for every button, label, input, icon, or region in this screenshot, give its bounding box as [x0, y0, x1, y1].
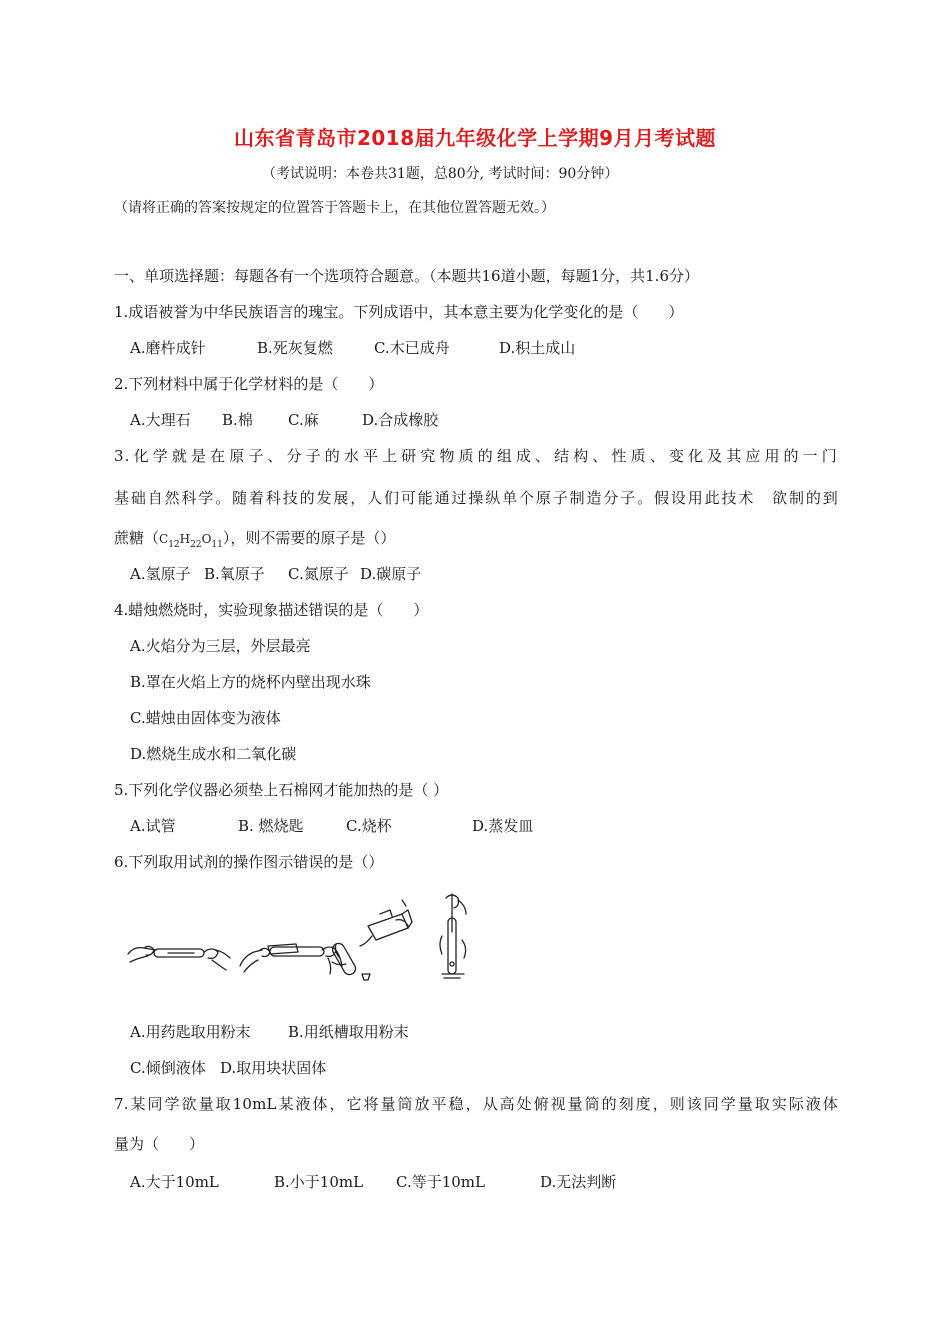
option-d: D.碳原子 [360, 565, 422, 583]
question-1-stem: 1.成语被誉为中华民族语言的瑰宝。下列成语中，其本意主要为化学变化的是（ ） [114, 303, 684, 321]
option-d: D.蒸发皿 [472, 817, 534, 835]
option-b: B.罩在火焰上方的烧杯内壁出现水珠 [130, 673, 371, 691]
option-b: B.棉 [222, 411, 253, 429]
option-d: D.无法判断 [540, 1173, 617, 1191]
option-a: A.用药匙取用粉末 [130, 1023, 251, 1041]
option-d: D.积土成山 [499, 339, 576, 357]
option-b: B. 燃烧匙 [238, 817, 304, 835]
question-7-line-1: 7.某同学欲量取10mL某液体，它将量筒放平稳，从高处俯视量筒的刻度，则该同学量取实际液体 [114, 1095, 838, 1113]
formula-c: C [159, 532, 169, 546]
option-d: D.燃烧生成水和二氧化碳 [130, 745, 297, 763]
option-a: A.火焰分为三层，外层最亮 [130, 637, 311, 655]
option-c: C.烧杯 [346, 817, 392, 835]
formula-o: O [201, 532, 212, 546]
option-c: C.等于10mL [396, 1173, 485, 1191]
reagent-operation-figures [120, 892, 490, 982]
answer-note: （请将正确的答案按规定的位置答于答题卡上，在其他位置答题无效。） [114, 200, 555, 216]
question-3-line-2: 基础自然科学。随着科技的发展，人们可能通过操纵单个原子制造分子。假设用此技术 欲制的到 [114, 489, 838, 507]
option-d: D.取用块状固体 [220, 1059, 327, 1077]
figure-c-pouring-liquid [330, 900, 412, 980]
question-5-stem: 5.下列化学仪器必须垫上石棉网才能加热的是（ ） [114, 781, 449, 799]
option-b: B.死灰复燃 [257, 339, 333, 357]
option-a: A.氢原子 [130, 565, 191, 583]
option-c: C.蜡烛由固体变为液体 [130, 709, 281, 727]
section-heading: 一、单项选择题：每题各有一个选项符合题意。（本题共16道小题，每题1分，共1.6分） [114, 267, 699, 285]
option-a: A.磨杵成针 [130, 339, 206, 357]
option-d: D.合成橡胶 [362, 411, 439, 429]
page-title: 山东省青岛市2018届九年级化学上学期9月月考试题 [233, 126, 717, 150]
option-b: B.小于10mL [274, 1173, 364, 1191]
option-c: C.倾倒液体 [130, 1059, 206, 1077]
option-c: C.氮原子 [288, 565, 349, 583]
option-a: A.大于10mL [130, 1173, 219, 1191]
figure-b-paper-trough [240, 944, 342, 974]
question-3-line-3 [114, 528, 395, 555]
figure-a-spoon-powder [128, 946, 230, 970]
q3-text-post: ），则不需要的原子是（） [222, 529, 396, 547]
question-7-line-2: 量为（ ） [114, 1135, 205, 1153]
exam-note: （考试说明：本卷共31题，总80分, 考试时间：90分钟） [262, 166, 619, 182]
question-3-line-1: 3.化学就是在原子、分子的水平上研究物质的组成、结构、性质、变化及其应用的一门 [114, 447, 838, 465]
option-c: C.木已成舟 [374, 339, 450, 357]
formula-h: H [179, 532, 191, 546]
option-b: B.用纸槽取用粉末 [288, 1023, 409, 1041]
figure-d-block-solid [440, 894, 466, 978]
option-a: A.试管 [130, 817, 176, 835]
option-a: A.大理石 [130, 411, 191, 429]
formula-c-sub: 12 [168, 540, 180, 550]
formula-h-sub: 22 [190, 540, 202, 550]
option-b: B.氧原子 [204, 565, 265, 583]
question-4-stem: 4.蜡烛燃烧时，实验现象描述错误的是（ ） [114, 601, 429, 619]
formula-o-sub: 11 [211, 540, 223, 550]
question-6-stem: 6.下列取用试剂的操作图示错误的是（） [114, 853, 384, 871]
option-c: C.麻 [288, 411, 319, 429]
q3-text-pre: 蔗糖（ [114, 529, 160, 547]
question-2-stem: 2.下列材料中属于化学材料的是（ ） [114, 375, 384, 393]
